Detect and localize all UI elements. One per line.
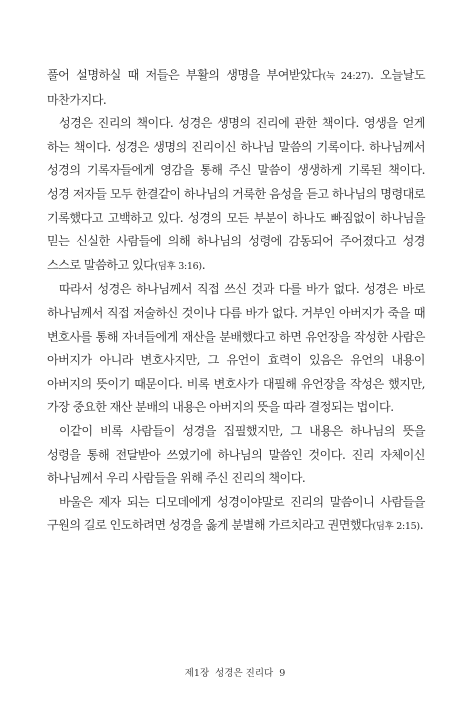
- paragraph-3: [47, 278, 425, 420]
- paragraph-2-tail: .: [201, 257, 206, 272]
- paragraph-1-text: 풀어 설명하실 때 저들은 부활의 생명을 부여받았다: [47, 68, 323, 82]
- paragraph-3-text: 따라서 성경은 하나님께서 직접 쓰신 것과 다를 바가 없다. 성경은 바로 하나님께서 직접 저술하신 것이나 다름 바가 없다. 거부인 아버지가 죽을 때 변호사를 통해 자녀들에게 재산을 분배했다고 하면 유언장을 작성한 사람은 아버지가 아니라 변호사지만, 그 유언이 효력이 있음은 유언의 내용이 아버지의 뜻이기 때문이다. 비록 변호사가 대필해 유언장을 작성은 했지만, 가장 중요한 재산 분배의 내용은 아버지의 뜻을 따라 결정되는 법이다.: [47, 282, 425, 415]
- page-body: [47, 64, 425, 539]
- paragraph-4-text: 이같이 비록 사람들이 성경을 집필했지만, 그 내용은 하나님의 뜻을 성령을 통해 전달받아 쓰였기에 하나님의 말씀인 것이다. 진리 자체이신 하나님께서 우리 사람들을 위해 주신 진리의 책이다.: [47, 423, 425, 486]
- footer-chapter: 제1장: [184, 668, 210, 679]
- paragraph-1-tail: . 오늘날도 마찬가지다.: [47, 68, 425, 107]
- paragraph-5-tail: .: [419, 518, 424, 533]
- paragraph-2-citation: (딤후 3:16): [154, 260, 202, 272]
- footer-page-number: 9: [279, 668, 286, 679]
- paragraph-5: [47, 491, 425, 539]
- page-footer: [0, 665, 470, 679]
- paragraph-1-citation: (눅 24:27): [322, 71, 371, 82]
- paragraph-5-citation: (딤후 2:15): [372, 521, 420, 533]
- paragraph-4: [47, 420, 425, 491]
- paragraph-2-text: 성경은 진리의 책이다. 성경은 생명의 진리에 관한 책이다. 영생을 얻게 하는 책이다. 성경은 생명의 진리이신 하나님 말씀의 기록이다. 하나님께서 성경의 기록자들에게 영감을 통해 주신 말씀이 생생하게 기록된 책이다. 성경 저자들 모두 한결같이 하나님의 거룩한 음성을 듣고 하나님의 명령대로 기록했다고 고백하고 있다. 성경의 모든 부분이 하나도 빠짐없이 하나님을 믿는 신실한 사람들에 의해 하나님의 성령에 감동되어 주어졌다고 성경 스스로 말씀하고 있다: [47, 116, 425, 272]
- paragraph-1: [47, 64, 425, 112]
- paragraph-2: [47, 112, 425, 278]
- paragraph-5-text: 바울은 제자 되는 디모데에게 성경이야말로 진리의 말씀이니 사람들을 구원의 길로 인도하려면 성경을 옳게 분별해 가르치라고 권면했다: [47, 494, 425, 533]
- footer-chapter-title: 성경은 진리다: [215, 668, 274, 679]
